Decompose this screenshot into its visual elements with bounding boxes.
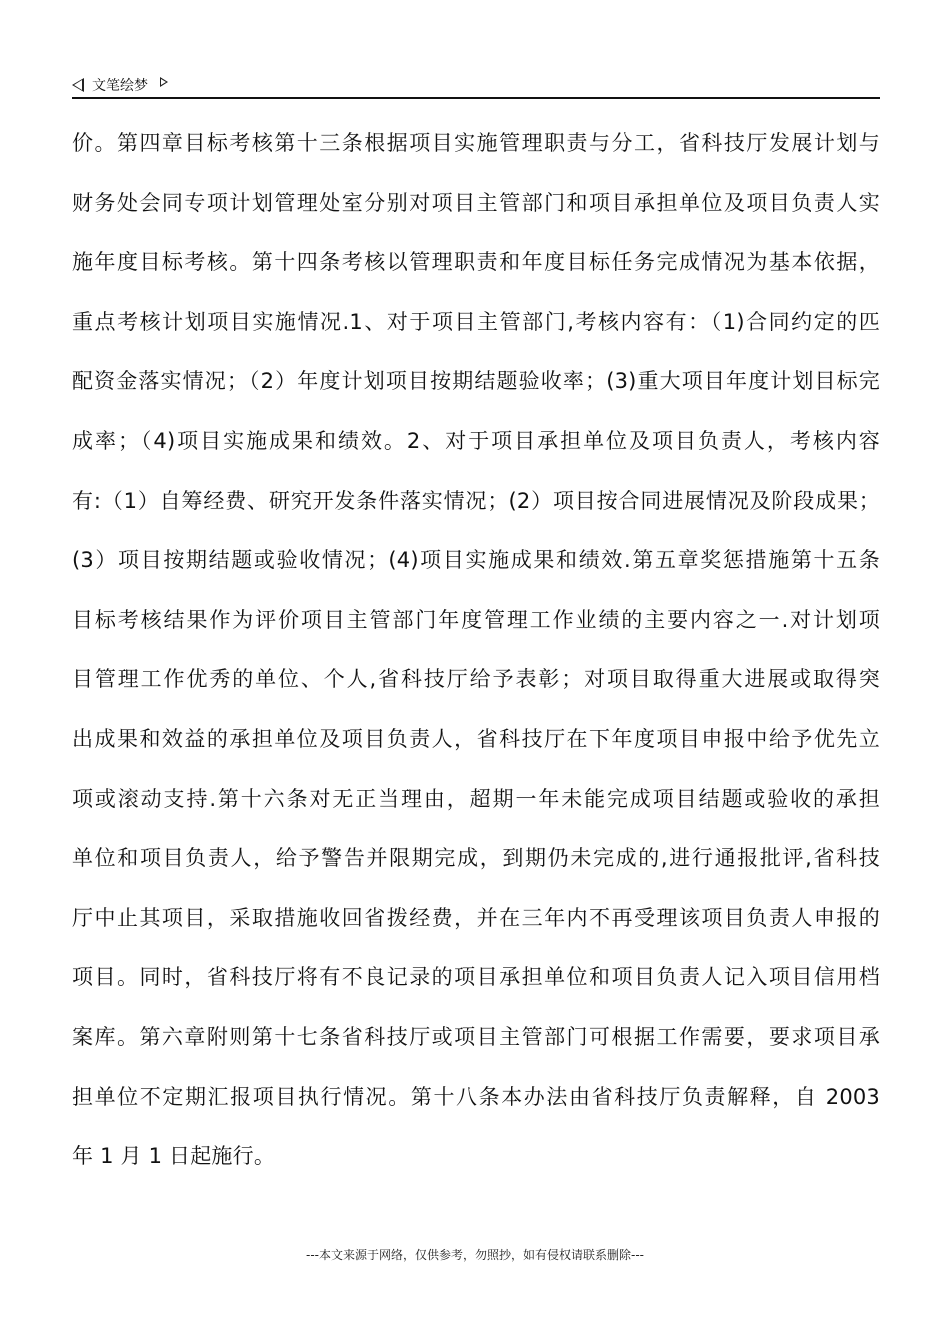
footer-disclaimer: ---本文来源于网络，仅供参考，勿照抄，如有侵权请联系删除---: [306, 1248, 644, 1262]
body-line: 目管理工作优秀的单位、个人,省科技厅给予表彰；对项目取得重大进展或取得突: [72, 667, 880, 692]
body-line: 财务处会同专项计划管理处室分别对项目主管部门和项目承担单位及项目负责人实: [72, 190, 880, 215]
body-line: 配资金落实情况；（2）年度计划项目按期结题验收率；(3)重大项目年度计划目标完: [72, 369, 880, 394]
body-line: 成率；（4)项目实施成果和绩效。2、对于项目承担单位及项目负责人，考核内容: [72, 428, 880, 453]
header-title: 文笔绘梦: [92, 78, 148, 94]
body-line: 厅中止其项目，采取措施收回省拨经费，并在三年内不再受理该项目负责人申报的: [72, 905, 880, 930]
body-line: 目标考核结果作为评价项目主管部门年度管理工作业绩的主要内容之一.对计划项: [72, 607, 880, 632]
body-line: 案库。第六章附则第十七条省科技厅或项目主管部门可根据工作需要，要求项目承: [72, 1024, 880, 1049]
body-line: 年 1 月 1 日起施行。: [72, 1144, 276, 1169]
triangle-left-icon: [72, 78, 84, 92]
page-header: [72, 74, 168, 96]
header-divider: [72, 97, 880, 99]
triangle-right-icon: [160, 77, 168, 87]
body-line: 项目。同时，省科技厅将有不良记录的项目承担单位和项目负责人记入项目信用档: [72, 965, 880, 990]
body-line: 担单位不定期汇报项目执行情况。第十八条本办法由省科技厅负责解释，自 2003: [72, 1084, 880, 1109]
body-line: 施年度目标考核。第十四条考核以管理职责和年度目标任务完成情况为基本依据，: [72, 250, 880, 275]
body-line: 有:（1）自筹经费、研究开发条件落实情况；(2）项目按合同进展情况及阶段成果；: [72, 488, 880, 513]
body-line: 单位和项目负责人，给予警告并限期完成，到期仍未完成的,进行通报批评,省科技: [72, 846, 880, 871]
body-line: (3）项目按期结题或验收情况；(4)项目实施成果和绩效.第五章奖惩措施第十五条: [72, 548, 880, 573]
body-line: 价。第四章目标考核第十三条根据项目实施管理职责与分工，省科技厅发展计划与: [72, 131, 880, 155]
body-line: 重点考核计划项目实施情况.1、对于项目主管部门,考核内容有：（1)合同约定的匹: [72, 309, 880, 334]
document-body: [72, 118, 880, 1191]
body-line: 项或滚动支持.第十六条对无正当理由，超期一年未能完成项目结题或验收的承担: [72, 786, 880, 811]
body-line: 出成果和效益的承担单位及项目负责人，省科技厅在下年度项目申报中给予优先立: [72, 726, 880, 751]
